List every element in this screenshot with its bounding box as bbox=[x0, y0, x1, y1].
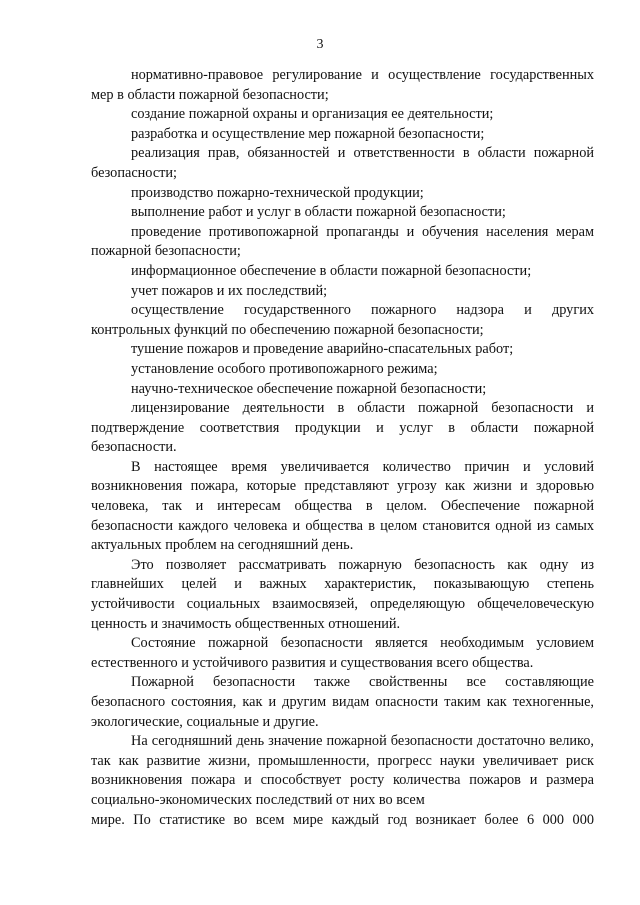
list-item: установление особого противопожарного режима; bbox=[131, 360, 438, 377]
body-paragraph: На сегодняшний день значение пожарной безопасности достаточно велико, так как развитие жизни, промышленности, прогресс науки увеличивает риск возникновения пожара и способствует росту количества пожаров и размера социально-экономических последствий от них во всем bbox=[91, 733, 594, 808]
body-paragraph: Пожарной безопасности также свойственны все составляющие безопасного состояния, как и другим видам опасности таким как техногенные, экологические, социальные и другие. bbox=[91, 674, 594, 730]
list-item: выполнение работ и услуг в области пожарной безопасности; bbox=[131, 204, 506, 221]
list-item: производство пожарно-технической продукции; bbox=[131, 184, 424, 201]
list-item: нормативно-правовое регулирование и осуществление государственных мер в области пожарной безопасности; bbox=[91, 67, 594, 103]
page-number: 3 bbox=[316, 37, 324, 52]
list-item: тушение пожаров и проведение аварийно-спасательных работ; bbox=[131, 341, 514, 358]
list-item: лицензирование деятельности в области пожарной безопасности и подтверждение соответствия продукции и услуг в области пожарной безопасности. bbox=[91, 400, 594, 456]
list-item: проведение противопожарной пропаганды и обучения населения мерам пожарной безопасности; bbox=[91, 223, 594, 260]
list-item: информационное обеспечение в области пожарной безопасности; bbox=[131, 262, 532, 279]
list-item: разработка и осуществление мер пожарной безопасности; bbox=[131, 125, 485, 142]
body-paragraph: Это позволяет рассматривать пожарную безопасность как одну из главнейших целей и важных характеристик, показывающую степень устойчивости социальных взаимосвязей, определяющую общечеловеческую ценность и значимость общественных отношений. bbox=[91, 556, 594, 632]
list-item: научно-техническое обеспечение пожарной безопасности; bbox=[131, 380, 487, 397]
list-item: осуществление государственного пожарного надзора и других контрольных функций по обеспечению пожарной безопасности; bbox=[91, 302, 594, 338]
body-paragraph: В настоящее время увеличивается количество причин и условий возникновения пожара, которые представляют угрозу как жизни и здоровью человека, так и интересам общества в целом. Обеспечение пожарной безопасности каждого человека и общества в целом становится одной из самых актуальных проблем на сегодняшний день. bbox=[91, 458, 594, 554]
body-paragraph: Состояние пожарной безопасности является необходимым условием естественного и устойчивого развития и существования всего общества. bbox=[91, 635, 594, 671]
list-item: учет пожаров и их последствий; bbox=[131, 282, 328, 299]
last-line: мире. По статистике во всем мире каждый год возникает более 6 000 000 bbox=[91, 812, 594, 828]
list-item: создание пожарной охраны и организация ее деятельности; bbox=[131, 106, 494, 123]
list-item: реализация прав, обязанностей и ответственности в области пожарной безопасности; bbox=[91, 145, 594, 181]
document-body bbox=[91, 66, 594, 811]
